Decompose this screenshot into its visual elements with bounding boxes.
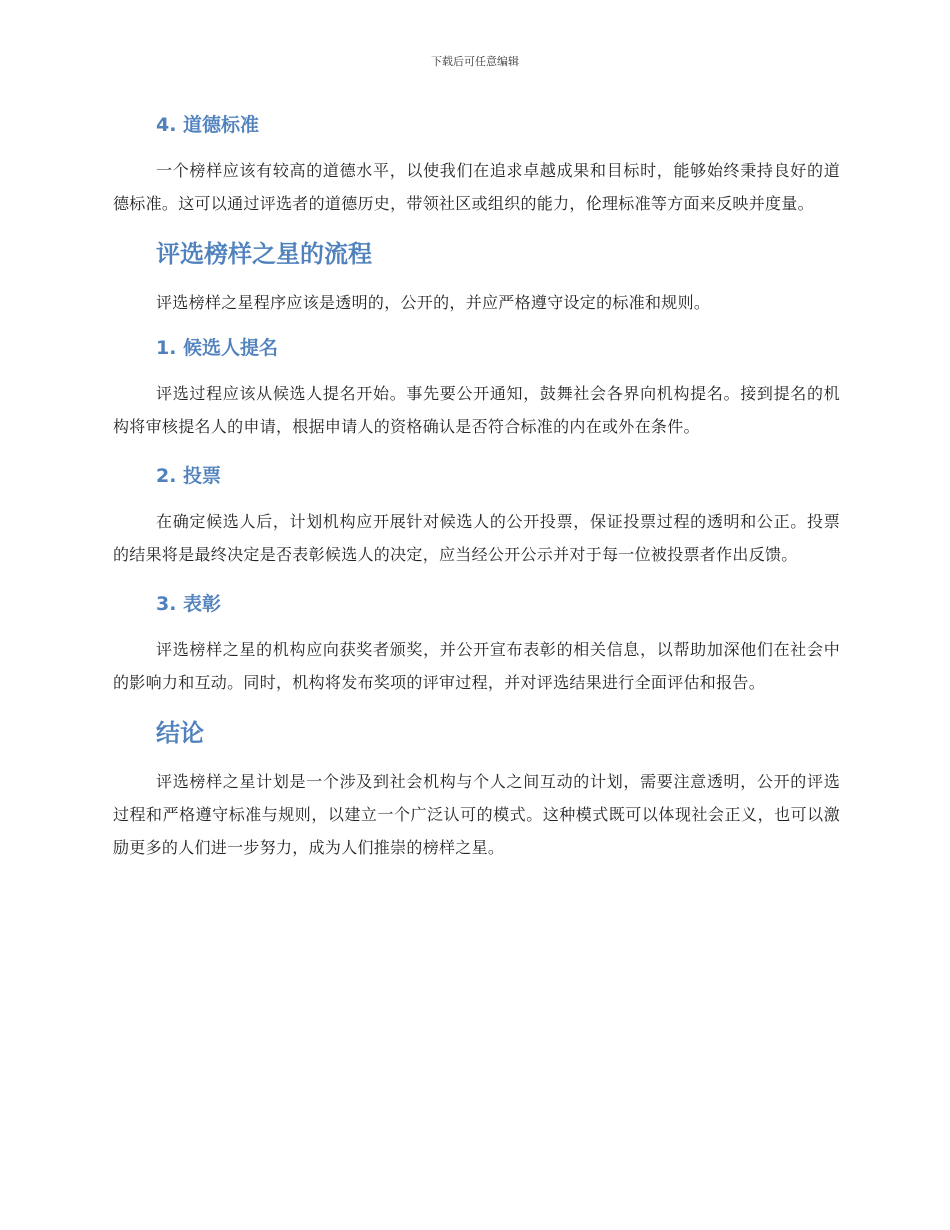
document-body: [113, 108, 840, 864]
heading-moral-standard: 4. 道德标准: [156, 114, 260, 136]
paragraph-nomination: 评选过程应该从候选人提名开始。事先要公开通知，鼓舞社会各界向机构提名。接到提名的机构将审核提名人的申请，根据申请人的资格确认是否符合标准的内在或外在条件。: [113, 384, 840, 436]
heading-selection-process: 评选榜样之星的流程: [156, 240, 372, 268]
page-header-note: 下载后可任意编辑: [431, 55, 519, 68]
paragraph-conclusion: 评选榜样之星计划是一个涉及到社会机构与个人之间互动的计划，需要注意透明，公开的评选过程和严格遵守标准与规则，以建立一个广泛认可的模式。这种模式既可以体现社会正义，也可以激励更多的人们进一步努力，成为人们推崇的榜样之星。: [113, 772, 840, 857]
paragraph-voting: 在确定候选人后，计划机构应开展针对候选人的公开投票，保证投票过程的透明和公正。投票的结果将是最终决定是否表彰候选人的决定，应当经公开公示并对于每一位被投票者作出反馈。: [113, 512, 840, 564]
heading-nomination: 1. 候选人提名: [156, 337, 279, 359]
paragraph-selection-process: 评选榜样之星程序应该是透明的，公开的，并应严格遵守设定的标准和规则。: [156, 293, 711, 312]
paragraph-commendation: 评选榜样之星的机构应向获奖者颁奖，并公开宣布表彰的相关信息，以帮助加深他们在社会中的影响力和互动。同时，机构将发布奖项的评审过程，并对评选结果进行全面评估和报告。: [113, 640, 840, 692]
heading-voting: 2. 投票: [156, 465, 222, 487]
paragraph-moral-standard: 一个榜样应该有较高的道德水平，以使我们在追求卓越成果和目标时，能够始终秉持良好的道德标准。这可以通过评选者的道德历史，带领社区或组织的能力，伦理标准等方面来反映并度量。: [113, 161, 840, 213]
heading-commendation: 3. 表彰: [156, 593, 222, 615]
heading-conclusion: 结论: [156, 719, 204, 747]
